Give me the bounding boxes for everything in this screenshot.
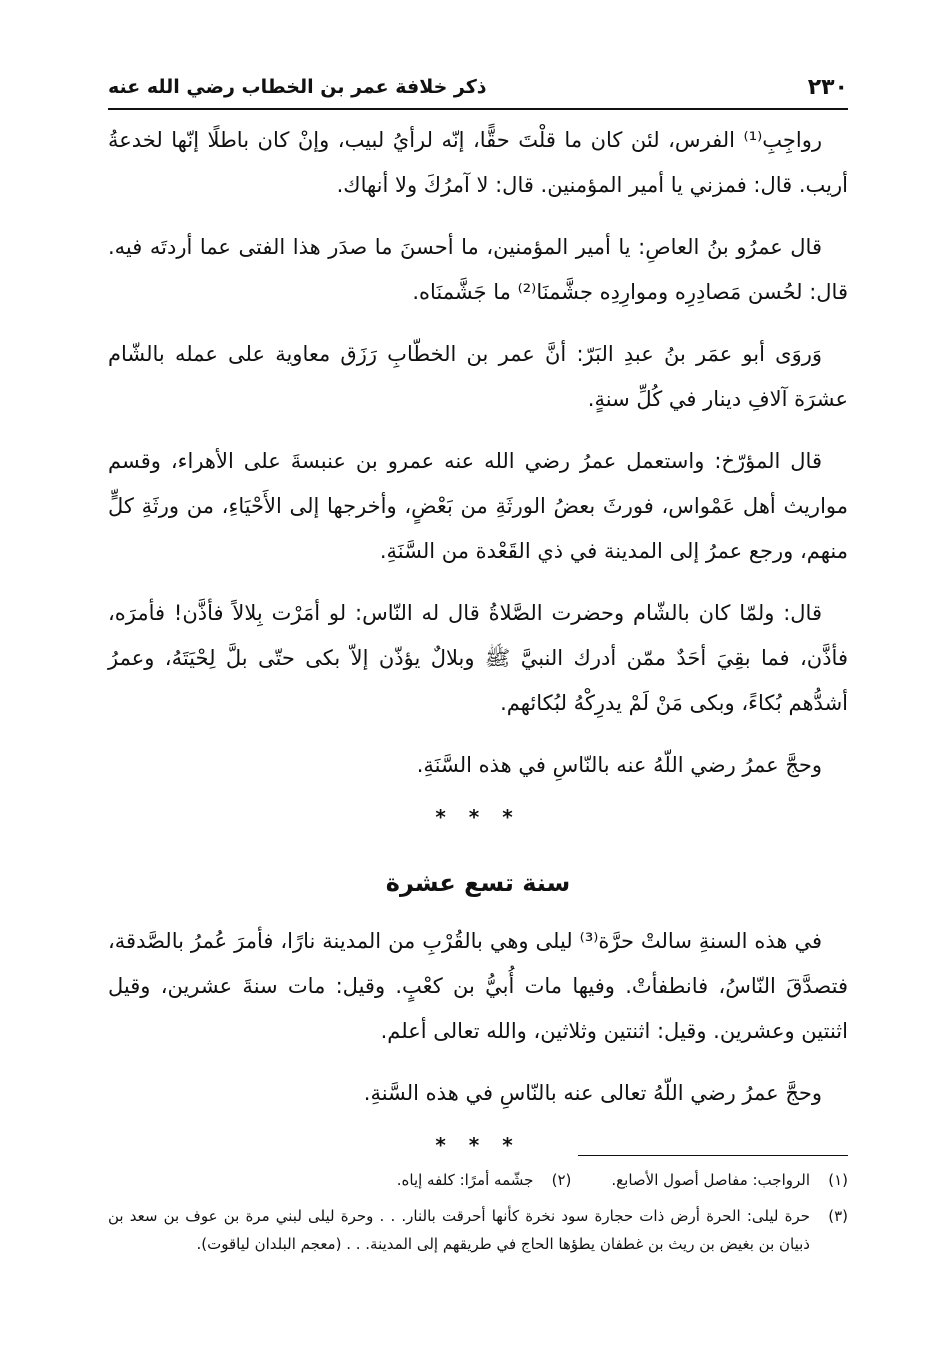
- footnote-text: جشّمه أمرًا: كلفه إياه.: [396, 1171, 534, 1189]
- section-divider: * * *: [435, 1133, 521, 1157]
- section-heading: سنة تسع عشرة: [385, 869, 571, 897]
- paragraph: وحجَّ عمرُ رضي اللّهُ عنه بالنّاسِ في هذه السَّنَةِ.: [416, 753, 822, 777]
- footnote-2: [397, 1166, 572, 1194]
- paragraph: وحجَّ عمرُ رضي اللّهُ تعالى عنه بالنّاسِ في هذه السَّنةِ.: [363, 1081, 822, 1105]
- footnote-rule: [578, 1155, 848, 1156]
- page-header: [108, 66, 848, 110]
- section-divider: * * *: [435, 805, 521, 829]
- page-number: ٢٣٠: [807, 74, 848, 100]
- footnote-text: حرة ليلى: الحرة أرض ذات حجارة سود نخرة كأنها أحرقت بالنار. . . وحرة ليلى لبني مرة بن عوف بن سعد بن ذبيان بن بغيض بن ريث بن غطفان يطؤها الحاج في طريقهم إلى المدينة. . . (معجم البلدان لياقوت).: [108, 1207, 810, 1253]
- paragraph: رواجِبِ⁽¹⁾ الفرس، لئن كان ما قلْتَ حقًّا، إنّه لرأيُ لبيب، وإنْ كان باطلًا إنّها لخدعةُ أريب. قال: فمزني يا أمير المؤمنين. قال: لا آمرُكَ ولا أنهاك.: [108, 128, 848, 197]
- footnote-mark: (٢): [551, 1171, 572, 1189]
- footnote-mark: (٣): [828, 1207, 848, 1225]
- footnote-1: [611, 1166, 848, 1194]
- paragraph: في هذه السنةِ سالتْ حرَّة⁽³⁾ ليلى وهي بالقُرْبِ من المدينة نارًا، فأمرَ عُمرُ بالصَّدقة، فتصدَّقَ النّاسُ، فانطفأتْ. وفيها مات أُبيُّ بن كعْبٍ. وقيل: مات سنةَ عشرين، وقيل اثنتين وعشرين. وقيل: اثنتين وثلاثين، والله تعالى أعلم.: [108, 929, 848, 1043]
- running-title: ذكر خلافة عمر بن الخطاب رضي الله عنه: [108, 76, 487, 98]
- paragraph: قال المؤرّخ: واستعمل عمرُ رضي الله عنه عمرو بن عنبسةَ على الأهراء، وقسم مواريث أهل عَمْواس، فورثَ بعضُ الورثَةِ من بَعْضٍ، وأخرجها إلى الأَحْيَاءِ، من ورثَةِ كلٍّ منهم، ورجع عمرُ إلى المدينة في ذي القَعْدة من السَّنَةِ.: [108, 449, 848, 563]
- paragraph: قال: ولمّا كان بالشّام وحضرت الصَّلاةُ قال له النّاس: لو أمَرْت بِلالاً فأذَّن! فأمرَه، فأذَّن، فما بقِيَ أحَدٌ ممّن أدرك النبيَّ ﷺ وبلالٌ يؤذّن إلاّ بكى حتّى بلَّ لِحْيَتَهُ، وعمرُ أشدُّهم بُكاءً، وبكى مَنْ لَمْ يدرِكْهُ لبُكائهم.: [108, 601, 848, 715]
- footnote-3: [108, 1202, 848, 1258]
- paragraph: وَروَى أبو عمَر بنُ عبدِ البَرّ: أنَّ عمر بن الخطّابِ رَزَق معاوية على عمله بالشّام عشرَة آلافِ دينار في كُلِّ سنةٍ.: [108, 342, 848, 411]
- footnotes: [108, 1155, 848, 1258]
- footnote-mark: (١): [828, 1171, 848, 1189]
- paragraph: قال عمرُو بنُ العاصِ: يا أمير المؤمنين، ما أحسنَ ما صدَر هذا الفتى عما أردتَه فيه. قال: لحُسن مَصادِرِه وموارِدِه جشَّمنَا⁽²⁾ ما جَشَّمنَاه.: [108, 235, 848, 304]
- footnote-row: [108, 1166, 848, 1194]
- footnote-text: الرواجب: مفاصل أصول الأصابع.: [611, 1171, 810, 1189]
- main-text: [108, 118, 848, 1197]
